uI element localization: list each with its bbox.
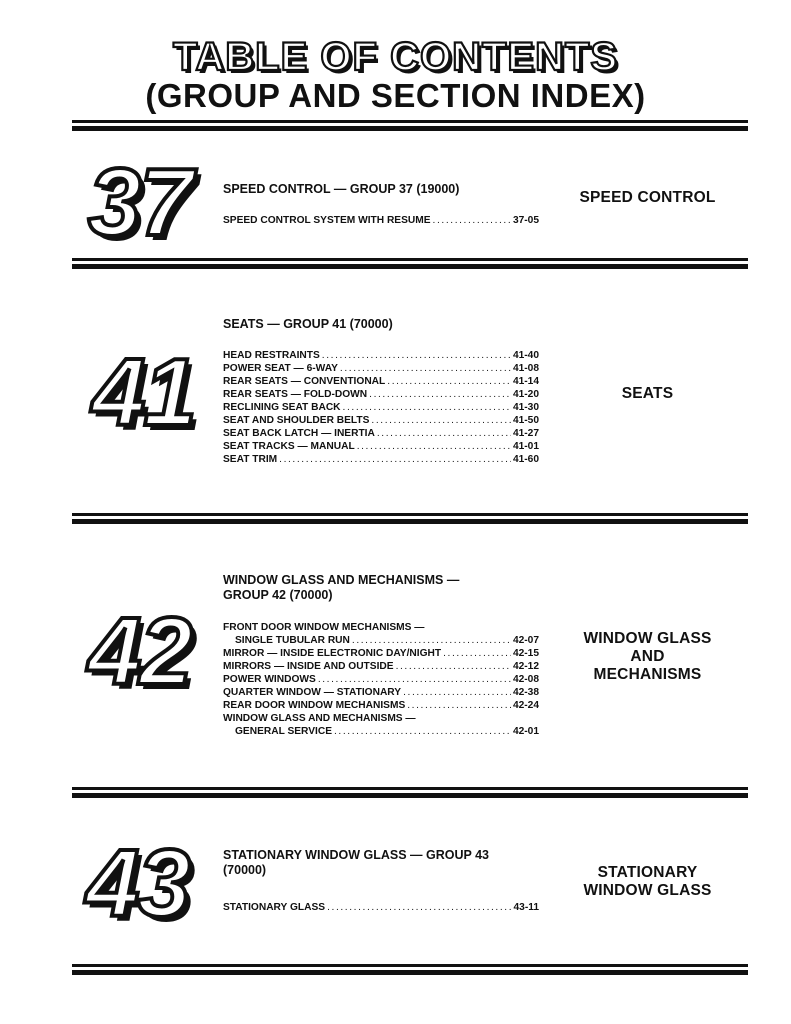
toc-entry-label: SEAT TRACKS — MANUAL xyxy=(223,441,355,452)
toc-entry-label: STATIONARY GLASS xyxy=(223,902,326,913)
toc-entry xyxy=(223,725,539,738)
leader-dots xyxy=(334,725,511,738)
toc-entry xyxy=(223,375,539,388)
toc-entry-page: 42-07 xyxy=(512,635,539,646)
toc-entry xyxy=(223,686,539,699)
toc-entry-label: SPEED CONTROL SYSTEM WITH RESUME xyxy=(223,215,431,226)
toc-entry xyxy=(223,388,539,401)
toc-entry xyxy=(223,362,539,375)
toc-entry-label: MIRROR — INSIDE ELECTRONIC DAY/NIGHT xyxy=(223,648,442,659)
group-title-line: WINDOW GLASS AND MECHANISMS — xyxy=(223,573,460,587)
leader-dots xyxy=(327,901,511,914)
toc-list-42 xyxy=(223,621,539,738)
leader-dots xyxy=(318,673,511,686)
toc-entry xyxy=(223,453,539,466)
toc-entry-page: 41-60 xyxy=(512,454,539,465)
toc-entry-page: 41-40 xyxy=(512,350,539,361)
toc-title: TABLE OF CONTENTS xyxy=(172,35,619,79)
leader-dots xyxy=(340,362,511,375)
side-label-line: AND xyxy=(630,648,665,665)
toc-entry xyxy=(223,440,539,453)
leader-dots xyxy=(369,388,511,401)
leader-dots xyxy=(403,686,511,699)
toc-entry-label: QUARTER WINDOW — STATIONARY xyxy=(223,687,402,698)
toc-entry xyxy=(223,673,539,686)
leader-dots xyxy=(343,401,511,414)
toc-entry xyxy=(223,427,539,440)
toc-entry-label: SEAT TRIM xyxy=(223,454,278,465)
toc-entry xyxy=(223,621,539,634)
toc-entry-page: 42-15 xyxy=(512,648,539,659)
toc-entry-page: 41-50 xyxy=(512,415,539,426)
toc-entry xyxy=(223,634,539,647)
group-number-37: 37 xyxy=(88,149,191,256)
toc-entry-label: SEAT BACK LATCH — INERTIA xyxy=(223,428,375,439)
toc-entry-page: 42-12 xyxy=(512,661,539,672)
leader-dots xyxy=(396,660,511,673)
toc-entry xyxy=(223,660,539,673)
leader-dots xyxy=(371,414,511,427)
leader-dots xyxy=(279,453,511,466)
toc-entry-page: 41-20 xyxy=(512,389,539,400)
toc-entry xyxy=(223,647,539,660)
toc-entry-page: 42-01 xyxy=(512,726,539,737)
group-title-41 xyxy=(223,317,543,332)
group-number-43: 43 xyxy=(86,830,189,937)
toc-entry-label: FRONT DOOR WINDOW MECHANISMS — xyxy=(223,622,425,633)
side-label-42 xyxy=(555,630,740,684)
toc-entry-page: 41-08 xyxy=(512,363,539,374)
group-title-line: SPEED CONTROL — GROUP 37 (19000) xyxy=(223,182,460,196)
divider-rule xyxy=(72,258,748,269)
toc-entry-page: 43-11 xyxy=(513,902,539,913)
toc-entry-page: 42-08 xyxy=(512,674,539,685)
side-label-line: MECHANISMS xyxy=(593,666,702,683)
group-title-line: STATIONARY WINDOW GLASS — GROUP 43 xyxy=(223,848,489,862)
group-title-42 xyxy=(223,573,543,603)
toc-entry-label: SINGLE TUBULAR RUN xyxy=(235,635,350,646)
divider-rule xyxy=(72,120,748,131)
toc-list-37 xyxy=(223,214,539,227)
divider-rule xyxy=(72,787,748,798)
side-label-line: SEATS xyxy=(621,385,674,402)
toc-entry-label: REAR SEATS — FOLD-DOWN xyxy=(223,389,368,400)
leader-dots xyxy=(443,647,511,660)
side-label-line: WINDOW GLASS xyxy=(583,630,712,647)
toc-entry-label: REAR DOOR WINDOW MECHANISMS xyxy=(223,700,406,711)
side-label-line: WINDOW GLASS xyxy=(583,882,712,899)
toc-list-43 xyxy=(223,901,539,914)
group-title-43 xyxy=(223,848,543,878)
group-title-37 xyxy=(223,182,543,197)
toc-entry-label: MIRRORS — INSIDE AND OUTSIDE xyxy=(223,661,394,672)
toc-entry-label: HEAD RESTRAINTS xyxy=(223,350,320,361)
toc-list-41 xyxy=(223,349,539,466)
toc-entry-label: RECLINING SEAT BACK xyxy=(223,402,341,413)
group-title-line: GROUP 42 (70000) xyxy=(223,588,333,602)
toc-entry xyxy=(223,414,539,427)
group-number-41: 41 xyxy=(92,339,195,446)
side-label-41 xyxy=(555,385,740,403)
side-label-line: STATIONARY xyxy=(597,864,698,881)
toc-entry-page: 37-05 xyxy=(512,215,539,226)
leader-dots xyxy=(387,375,511,388)
divider-rule xyxy=(72,513,748,524)
leader-dots xyxy=(357,440,511,453)
group-title-line: SEATS — GROUP 41 (70000) xyxy=(223,317,393,331)
toc-entry xyxy=(223,349,539,362)
leader-dots xyxy=(322,349,511,362)
toc-entry xyxy=(223,901,539,914)
leader-dots xyxy=(433,214,511,227)
toc-entry-label: SEAT AND SHOULDER BELTS xyxy=(223,415,370,426)
toc-entry-page: 42-38 xyxy=(512,687,539,698)
leader-dots xyxy=(352,634,511,647)
group-title-line: (70000) xyxy=(223,863,267,877)
group-number-42: 42 xyxy=(88,598,191,705)
toc-entry-page: 41-01 xyxy=(512,441,539,452)
side-label-37 xyxy=(555,189,740,207)
toc-entry xyxy=(223,699,539,712)
toc-entry-label: REAR SEATS — CONVENTIONAL xyxy=(223,376,386,387)
leader-dots xyxy=(377,427,511,440)
toc-entry-label: WINDOW GLASS AND MECHANISMS — xyxy=(223,713,416,724)
toc-entry-page: 42-24 xyxy=(512,700,539,711)
toc-entry-label: POWER WINDOWS xyxy=(223,674,316,685)
toc-subtitle: (GROUP AND SECTION INDEX) xyxy=(145,77,646,114)
side-label-line: SPEED CONTROL xyxy=(579,189,716,206)
toc-entry xyxy=(223,401,539,414)
divider-rule xyxy=(72,964,748,975)
leader-dots xyxy=(407,699,511,712)
side-label-43 xyxy=(555,864,740,900)
toc-entry-page: 41-30 xyxy=(512,402,539,413)
toc-entry-label: GENERAL SERVICE xyxy=(235,726,332,737)
toc-entry-page: 41-27 xyxy=(512,428,539,439)
toc-entry xyxy=(223,214,539,227)
toc-entry-page: 41-14 xyxy=(512,376,539,387)
toc-entry xyxy=(223,712,539,725)
toc-entry-label: POWER SEAT — 6-WAY xyxy=(223,363,338,374)
